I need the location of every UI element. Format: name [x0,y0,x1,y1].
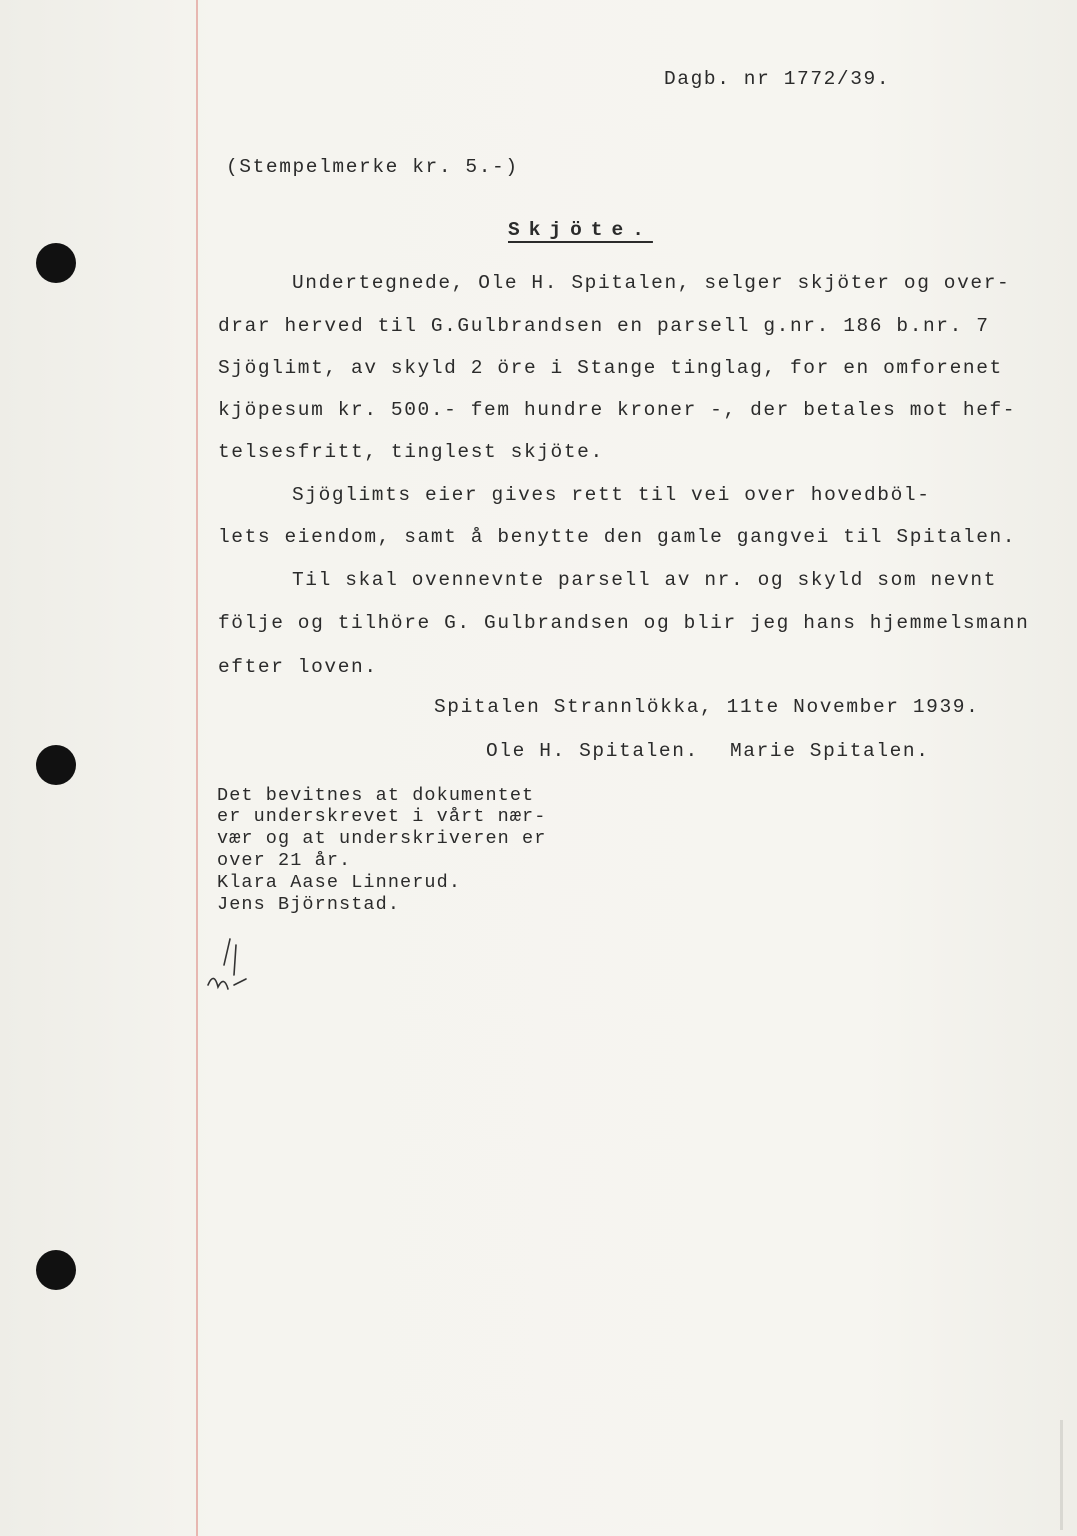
document-title: Skjöte. [508,219,653,241]
body-line: kjöpesum kr. 500.- fem hundre kroner -, der betales mot hef- [218,399,1017,421]
punch-hole [36,745,76,785]
body-line: följe og tilhöre G. Gulbrandsen og blir jeg hans hjemmelsmann [218,612,1030,634]
body-line: drar herved til G.Gulbrandsen en parsell g.nr. 186 b.nr. 7 [218,315,990,337]
body-line: Sjöglimt, av skyld 2 öre i Stange tinglag, for en omforenet [218,357,1003,379]
stamp-note: (Stempelmerke kr. 5.-) [226,156,519,178]
body-line: lets eiendom, samt å benytte den gamle gangvei til Spitalen. [218,526,1017,548]
spouse-signature: Marie Spitalen. [730,740,930,762]
body-line: Til skal ovennevnte parsell av nr. og skyld som nevnt [292,569,998,591]
witness-line: vær og at underskriveren er [217,828,547,849]
page-edge-shadow [1060,1420,1063,1530]
witness-line: Jens Björnstad. [217,894,401,915]
body-line: telsesfritt, tinglest skjöte. [218,441,604,463]
witness-line: Klara Aase Linnerud. [217,872,462,893]
body-line: Undertegnede, Ole H. Spitalen, selger skjöter og over- [292,272,1011,294]
witness-line: er underskrevet i vårt nær- [217,806,547,827]
punch-hole [36,243,76,283]
body-line: efter loven. [218,656,378,678]
body-line: Sjöglimts eier gives rett til vei over hovedböl- [292,484,931,506]
handwritten-initials-mark [200,935,260,995]
place-date: Spitalen Strannlökka, 11te November 1939. [434,696,980,718]
punch-hole [36,1250,76,1290]
margin-rule [196,0,198,1536]
witness-line: Det bevitnes at dokumentet [217,785,535,806]
journal-number: Dagb. nr 1772/39. [664,68,891,90]
witness-line: over 21 år. [217,850,352,871]
seller-signature: Ole H. Spitalen. [486,740,699,762]
